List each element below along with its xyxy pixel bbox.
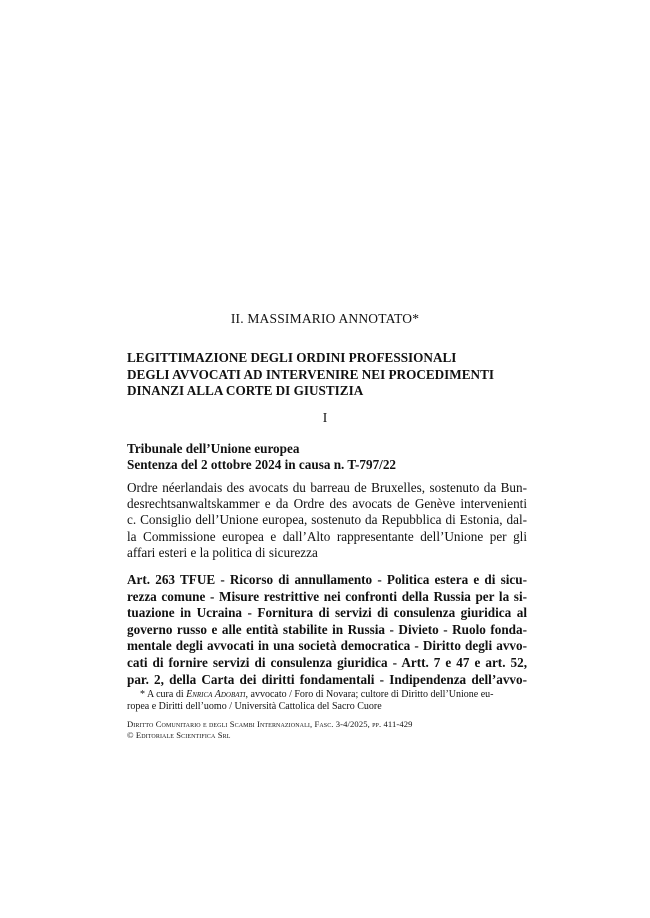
journal-info — [127, 719, 537, 740]
parties-line: desrechtsanwaltskammer e da Ordre des avocats de Genève intervenienti — [127, 496, 527, 512]
section-title: II. MASSIMARIO ANNOTATO* — [230, 311, 420, 326]
parties-paragraph — [127, 480, 527, 561]
footnote-rest: , avvocato / Foro di Novara; cultore di Diritto dell’Unione eu- — [245, 689, 494, 700]
publisher-copyright: © Editoriale Scientifica Srl — [127, 729, 231, 740]
massima-keywords — [127, 572, 527, 688]
massima-line: par. 2, della Carta dei diritti fondamentali - Indipendenza dell’avvo- — [127, 671, 527, 687]
footnote-curator: Enrica Adobati — [186, 689, 246, 700]
heading-line: DINANZI ALLA CORTE DI GIUSTIZIA — [127, 383, 364, 398]
massima-line: Art. 263 TFUE - Ricorso di annullamento - Politica estera e di sicu- — [127, 572, 527, 587]
footnote-line — [127, 689, 537, 701]
massima-line: tuazione in Ucraina - Fornitura di servizi di consulenza giuridica al — [127, 605, 527, 621]
footnote — [127, 689, 537, 713]
footnote-line: ropea e Diritti dell’uomo / Università Cattolica del Sacro Cuore — [127, 701, 382, 712]
main-heading — [127, 350, 527, 400]
massima-line: mentale degli avvocati in una società democratica - Diritto degli avvo- — [127, 638, 527, 654]
parties-line: c. Consiglio dell’Unione europea, sostenuto da Repubblica di Estonia, dal- — [127, 512, 527, 528]
heading-line: LEGITTIMAZIONE DEGLI ORDINI PROFESSIONALI — [127, 350, 457, 365]
parties-line: affari esteri e la politica di sicurezza — [127, 544, 318, 560]
court-name: Tribunale dell’Unione europea — [127, 441, 300, 456]
case-numeral: I — [322, 410, 328, 425]
footnote-prefix: * A cura di — [140, 689, 187, 700]
judgment-reference: Sentenza del 2 ottobre 2024 in causa n. T-797/22 — [127, 457, 397, 472]
massima-line: governo russo e alle entità stabilite in Russia - Divieto - Ruolo fonda- — [127, 621, 527, 637]
parties-line: Ordre néerlandais des avocats du barreau de Bruxelles, sostenuto da Bun- — [127, 480, 527, 495]
massima-line: rezza comune - Misure restrittive nei confronti della Russia per la si- — [127, 588, 527, 604]
parties-line: la Commissione europea e dall’Alto rappresentante dell’Unione per gli — [127, 528, 527, 544]
journal-citation: Diritto Comunitario e degli Scambi Internazionali, Fasc. 3-4/2025, pp. 411-429 — [127, 719, 413, 729]
court-info — [127, 441, 527, 473]
heading-line: DEGLI AVVOCATI AD INTERVENIRE NEI PROCEDIMENTI — [127, 366, 494, 382]
massima-line: cati di fornire servizi di consulenza giuridica - Artt. 7 e 47 e art. 52, — [127, 654, 527, 670]
